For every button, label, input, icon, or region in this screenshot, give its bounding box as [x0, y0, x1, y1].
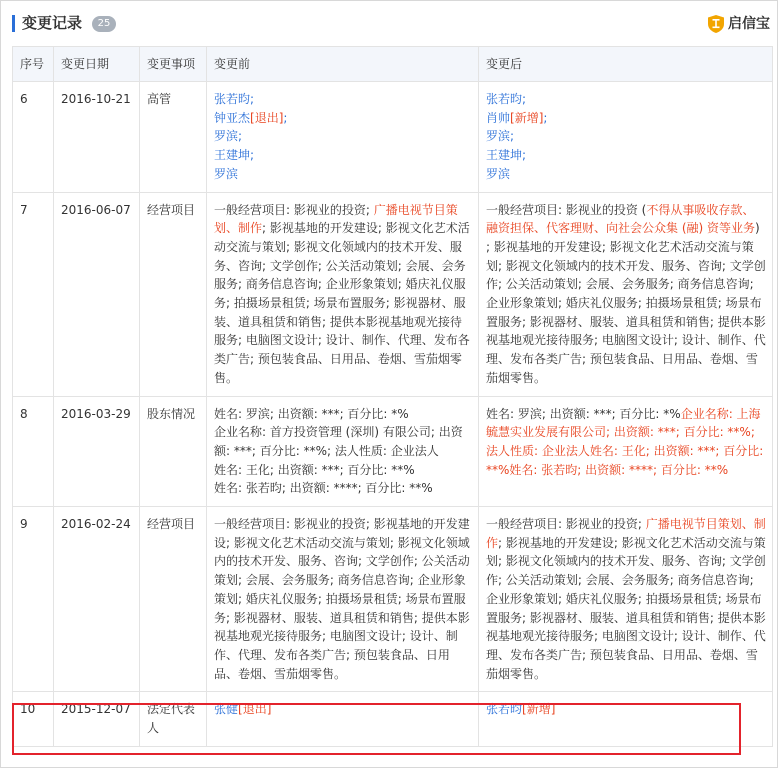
- value-text: 姓名: 王化; 出资额: ***; 百分比: **%: [214, 462, 415, 477]
- changed-text: [退出]: [238, 702, 272, 717]
- row-change-item: 经营项目: [140, 192, 207, 396]
- before-line: [214, 461, 472, 480]
- person-link[interactable]: 王建坤;: [214, 148, 255, 163]
- changed-text: [退出]: [250, 110, 284, 125]
- changed-text: 不得从事吸收存款、融资担保、代客理财、向社会公众集 (融) 资等业务: [486, 202, 755, 236]
- row-index: 9: [13, 507, 54, 692]
- value-text: 姓名: 罗滨; 出资额: ***; 百分比: *%: [214, 406, 409, 421]
- changed-text: 企业名称: 上海毓慧实业发展有限公司; 出资额: ***; 百分比: **%; 法人性质: 企业法人姓名: 王化; 出资额: ***; 百分比: **%姓名: 张若昀; 出资额: ****; 百分比: **%: [486, 406, 764, 477]
- column-header-after: 变更后: [479, 47, 773, 82]
- after-line: [486, 515, 766, 683]
- row-after-value: [479, 692, 773, 746]
- change-records-table: [12, 46, 773, 747]
- person-link[interactable]: 肖帅: [486, 110, 511, 125]
- row-change-item: 法定代表人: [140, 692, 207, 746]
- row-index: 10: [13, 692, 54, 746]
- row-before-value: [207, 396, 479, 507]
- value-text: 姓名: 张若昀; 出资额: ****; 百分比: **%: [214, 481, 433, 496]
- row-index: 8: [13, 396, 54, 507]
- after-line: [486, 127, 766, 146]
- after-line: [486, 90, 766, 109]
- value-text: 一般经营项目: 影视业的投资; 影视基地的开发建设; 影视文化艺术活动交流与策划; 影视文化领域内的技术开发、服务、咨询; 文学创作; 公关活动策划; 会展、会务服务; 商务信息咨询; 企业形象策划; 婚庆礼仪服务; 拍摄场景租赁; 场景布置服务; 影视器材、服装、道具租赁和销售; 提供本影视基地观光接待服务; 电脑图文设计; 设计、制作、代理、发布各类广告; 预包装食品、日用品、卷烟、雪茄烟零售。: [214, 517, 470, 681]
- person-link[interactable]: 罗滨;: [486, 129, 515, 144]
- person-link[interactable]: 张若昀: [486, 702, 523, 717]
- record-count-badge: 25: [92, 16, 116, 32]
- changed-text: 广播电视节目策划、制作: [486, 517, 766, 550]
- column-header-index: 序号: [13, 47, 54, 82]
- before-line: [214, 479, 472, 498]
- row-before-value: [207, 692, 479, 746]
- row-index: 6: [13, 82, 54, 193]
- column-header-before: 变更前: [207, 47, 479, 82]
- table-row: [13, 192, 773, 396]
- table-row: [13, 396, 773, 507]
- row-change-item: 经营项目: [140, 507, 207, 692]
- table-header-row: [13, 47, 773, 82]
- before-line: [214, 127, 472, 146]
- after-line: [486, 146, 766, 165]
- shield-icon: [708, 15, 724, 33]
- value-text: 一般经营项目: 影视业的投资 (: [486, 202, 647, 217]
- value-text: ; 影视基地的开发建设; 影视文化艺术活动交流与策划; 影视文化领域内的技术开发、服务、咨询; 文学创作; 公关活动策划; 会展、会务服务; 商务信息咨询; 企业形象策划; 婚庆礼仪服务; 拍摄场景租赁; 场景布置服务; 影视器材、服装、道具租赁和销售; 提供本影视基地观光接待服务; 电脑图文设计; 设计、制作、代理、发布各类广告; 预包装食品、日用品、卷烟、雪茄烟零售。: [214, 221, 470, 385]
- row-date: 2016-06-07: [54, 192, 140, 396]
- section-header: [0, 0, 778, 46]
- row-before-value: [207, 82, 479, 193]
- brand-logo[interactable]: [708, 14, 770, 34]
- before-line: [214, 423, 472, 460]
- column-header-item: 变更事项: [140, 47, 207, 82]
- person-link[interactable]: 张若昀;: [486, 92, 527, 106]
- before-line: [214, 146, 472, 165]
- person-link[interactable]: ;: [543, 110, 548, 125]
- after-line: [486, 700, 766, 719]
- value-text: 企业名称: 首方投资管理 (深圳) 有限公司; 出资额: ***; 百分比: **%; 法人性质: 企业法人: [214, 425, 463, 458]
- person-link[interactable]: 钟亚杰: [214, 110, 251, 125]
- value-text: ) ; 影视基地的开发建设; 影视文化艺术活动交流与策划; 影视文化领域内的技术开发、服务、咨询; 文学创作; 公关活动策划; 会展、会务服务; 商务信息咨询; 企业形象策划; 婚庆礼仪服务; 拍摄场景租赁; 场景布置服务; 影视器材、服装、道具租赁和销售; 提供本影视基地观光接待服务; 电脑图文设计; 设计、制作、代理、发布各类广告; 预包装食品、日用品、卷烟、雪茄烟零售。: [486, 221, 766, 385]
- before-line: [214, 405, 472, 424]
- before-line: [214, 109, 472, 128]
- row-date: 2016-03-29: [54, 396, 140, 507]
- person-link[interactable]: 罗滨: [214, 166, 239, 181]
- table-row: [13, 507, 773, 692]
- person-link[interactable]: 张健: [214, 702, 239, 717]
- person-link[interactable]: 罗滨;: [214, 129, 243, 144]
- row-date: 2016-10-21: [54, 82, 140, 193]
- after-line: [486, 201, 766, 388]
- before-line: [214, 515, 472, 683]
- changed-text: [新增]: [522, 702, 556, 717]
- row-index: 7: [13, 192, 54, 396]
- table-row: [13, 82, 773, 193]
- table-row: [13, 692, 773, 746]
- after-line: [486, 405, 766, 480]
- changed-text: [新增]: [510, 110, 544, 125]
- value-text: ; 影视基地的开发建设; 影视文化艺术活动交流与策划; 影视文化领域内的技术开发、服务、咨询; 文学创作; 公关活动策划; 会展、会务服务; 商务信息咨询; 企业形象策划; 婚庆礼仪服务; 拍摄场景租赁; 场景布置服务; 影视器材、服装、道具租赁和销售; 提供本影视基地观光接待服务; 电脑图文设计; 设计、制作、代理、发布各类广告; 预包装食品、日用品、卷烟、雪茄烟零售。: [486, 535, 766, 681]
- row-after-value: [479, 82, 773, 193]
- person-link[interactable]: 王建坤;: [486, 148, 527, 163]
- row-after-value: [479, 192, 773, 396]
- column-header-date: 变更日期: [54, 47, 140, 82]
- before-line: [214, 90, 472, 109]
- brand-name: 启信宝: [728, 16, 770, 32]
- person-link[interactable]: ;: [283, 110, 288, 125]
- row-after-value: [479, 507, 773, 692]
- before-line: [214, 201, 472, 388]
- person-link[interactable]: 罗滨: [486, 166, 511, 181]
- before-line: [214, 165, 472, 184]
- row-after-value: [479, 396, 773, 507]
- value-text: 一般经营项目: 影视业的投资;: [486, 517, 646, 532]
- row-before-value: [207, 507, 479, 692]
- row-date: 2016-02-24: [54, 507, 140, 692]
- row-change-item: 高管: [140, 82, 207, 193]
- value-text: 姓名: 罗滨; 出资额: ***; 百分比: *%: [486, 406, 681, 421]
- section-title: 变更记录: [22, 14, 83, 32]
- value-text: 一般经营项目: 影视业的投资;: [214, 202, 374, 217]
- person-link[interactable]: 张若昀;: [214, 92, 255, 106]
- row-before-value: [207, 192, 479, 396]
- after-line: [486, 109, 766, 128]
- after-line: [486, 165, 766, 184]
- before-line: [214, 700, 472, 719]
- row-date: 2015-12-07: [54, 692, 140, 746]
- row-change-item: 股东情况: [140, 396, 207, 507]
- changed-text: 广播电视节目策划、制作: [214, 202, 458, 236]
- title-accent-bar: [12, 15, 15, 32]
